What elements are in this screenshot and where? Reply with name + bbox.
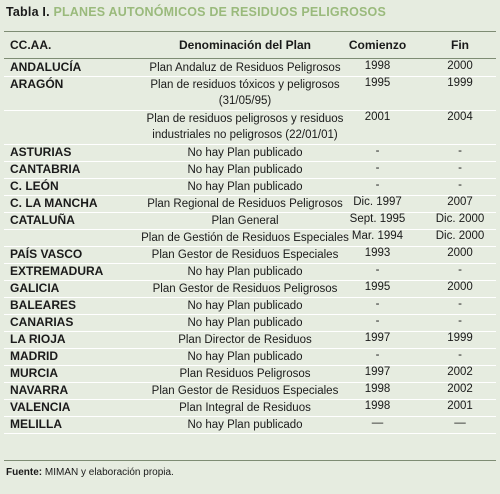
table-title: PLANES AUTONÓMICOS DE RESIDUOS PELIGROSOS [53, 5, 386, 19]
cell-plan: No hay Plan publicado [187, 181, 303, 193]
table-row [0, 383, 500, 400]
cell-ccaa: MELILLA [10, 417, 62, 431]
table-header [0, 33, 500, 57]
cell-ccaa: PAÍS VASCO [10, 247, 83, 261]
footer-source: MIMAN y elaboración propia. [44, 467, 174, 478]
cell-plan: Plan de residuos tóxicos y peligrosos (31/05/95) [150, 79, 340, 107]
table-number: Tabla I. [6, 5, 50, 19]
table-row [0, 213, 500, 230]
cell-plan: Plan Residuos Peligrosos [179, 368, 311, 380]
table-row [0, 111, 500, 145]
cell-plan: Plan Andaluz de Residuos Peligrosos [149, 62, 341, 74]
cell-fin: 2000 [447, 60, 473, 72]
cell-plan: No hay Plan publicado [187, 351, 303, 363]
table-row [0, 417, 500, 434]
cell-comienzo: Mar. 1994 [351, 230, 404, 242]
cell-comienzo: Sept. 1995 [349, 213, 406, 225]
cell-comienzo: 1998 [364, 60, 391, 72]
table-row [0, 196, 500, 213]
cell-ccaa: ASTURIAS [10, 145, 72, 159]
cell-fin: - [458, 315, 462, 327]
cell-ccaa: LA RIOJA [10, 332, 66, 346]
cell-comienzo: 1995 [364, 77, 391, 89]
table-row [0, 366, 500, 383]
cell-fin: 2002 [447, 366, 473, 378]
column-header-comienzo: Comienzo [348, 38, 407, 52]
cell-plan: Plan General [211, 215, 279, 227]
cell-ccaa: CANTABRIA [10, 162, 81, 176]
table-row [0, 315, 500, 332]
cell-comienzo: 1998 [364, 400, 391, 412]
cell-comienzo: - [375, 264, 380, 276]
cell-plan: No hay Plan publicado [187, 300, 303, 312]
cell-ccaa: EXTREMADURA [10, 264, 104, 278]
cell-comienzo: - [375, 315, 380, 327]
column-header-fin: Fin [451, 38, 469, 52]
bottom-rule [4, 460, 496, 461]
cell-plan: Plan Integral de Residuos [179, 402, 311, 414]
table-row [0, 179, 500, 196]
cell-fin: Dic. 2000 [435, 213, 485, 225]
cell-comienzo: 2001 [364, 111, 391, 123]
cell-plan: No hay Plan publicado [187, 164, 303, 176]
cell-plan: No hay Plan publicado [187, 419, 303, 431]
table-row [0, 77, 500, 111]
cell-ccaa: CATALUÑA [10, 213, 75, 227]
cell-fin: 1999 [447, 332, 473, 344]
cell-plan: Plan Gestor de Residuos Especiales [151, 385, 339, 397]
cell-comienzo: 1995 [364, 281, 391, 293]
cell-plan: Plan Gestor de Residuos Especiales [151, 249, 339, 261]
table-row [0, 247, 500, 264]
cell-fin: Dic. 2000 [435, 230, 485, 242]
table-row [0, 400, 500, 417]
cell-comienzo: - [375, 349, 380, 361]
cell-fin: - [458, 298, 462, 310]
cell-ccaa: ARAGÓN [10, 77, 64, 91]
cell-comienzo: 1993 [364, 247, 391, 259]
top-rule [4, 31, 496, 32]
cell-fin: 2002 [447, 383, 473, 395]
table-row [0, 298, 500, 315]
cell-plan: Plan Gestor de Residuos Peligrosos [152, 283, 338, 295]
cell-fin: 2004 [447, 111, 473, 123]
footer-label: Fuente: [6, 467, 43, 478]
cell-ccaa: BALEARES [10, 298, 77, 312]
cell-plan: Plan de Gestión de Residuos Especiales [141, 232, 349, 244]
cell-plan: No hay Plan publicado [187, 317, 303, 329]
cell-fin: 1999 [447, 77, 473, 89]
cell-plan: No hay Plan publicado [187, 266, 303, 278]
table-row [0, 264, 500, 281]
cell-ccaa: NAVARRA [10, 383, 69, 397]
cell-comienzo: - [375, 162, 380, 174]
cell-fin: — [454, 417, 466, 429]
cell-comienzo: — [371, 417, 384, 429]
row-divider [4, 433, 496, 434]
cell-fin: 2000 [447, 281, 473, 293]
table-row [0, 60, 500, 77]
table-footer [6, 467, 174, 478]
table-row [0, 332, 500, 349]
cell-ccaa: MADRID [10, 349, 58, 363]
column-header-ccaa: CC.AA. [10, 38, 52, 52]
table-row [0, 349, 500, 366]
cell-fin: 2001 [447, 400, 473, 412]
table-row [0, 145, 500, 162]
cell-plan: Plan Regional de Residuos Peligrosos [147, 198, 343, 210]
cell-comienzo: - [375, 145, 380, 157]
cell-ccaa: VALENCIA [10, 400, 71, 414]
cell-fin: - [458, 179, 462, 191]
cell-fin: - [458, 349, 462, 361]
cell-comienzo: 1997 [364, 366, 391, 378]
cell-ccaa: CANARIAS [10, 315, 74, 329]
cell-plan: Plan de residuos peligrosos y residuos industriales no peligrosos (22/01/01) [146, 113, 344, 141]
header-rule [4, 58, 496, 59]
cell-plan: No hay Plan publicado [187, 147, 303, 159]
cell-ccaa: ANDALUCÍA [10, 60, 82, 74]
cell-ccaa: C. LEÓN [10, 179, 59, 193]
cell-comienzo: 1997 [364, 332, 391, 344]
cell-comienzo: 1998 [364, 383, 391, 395]
cell-comienzo: - [375, 298, 380, 310]
cell-plan: Plan Director de Residuos [178, 334, 312, 346]
cell-fin: 2000 [447, 247, 473, 259]
table-caption [6, 5, 386, 25]
table-row [0, 162, 500, 179]
cell-ccaa: C. LA MANCHA [10, 196, 98, 210]
table-row [0, 281, 500, 298]
cell-fin: - [458, 264, 462, 276]
cell-comienzo: Dic. 1997 [353, 196, 402, 208]
cell-fin: - [458, 162, 462, 174]
cell-ccaa: MURCIA [10, 366, 58, 380]
cell-comienzo: - [375, 179, 380, 191]
column-header-plan: Denominación del Plan [178, 38, 312, 52]
table-row [0, 230, 500, 247]
cell-fin: 2007 [447, 196, 473, 208]
cell-fin: - [458, 145, 462, 157]
cell-ccaa: GALICIA [10, 281, 60, 295]
